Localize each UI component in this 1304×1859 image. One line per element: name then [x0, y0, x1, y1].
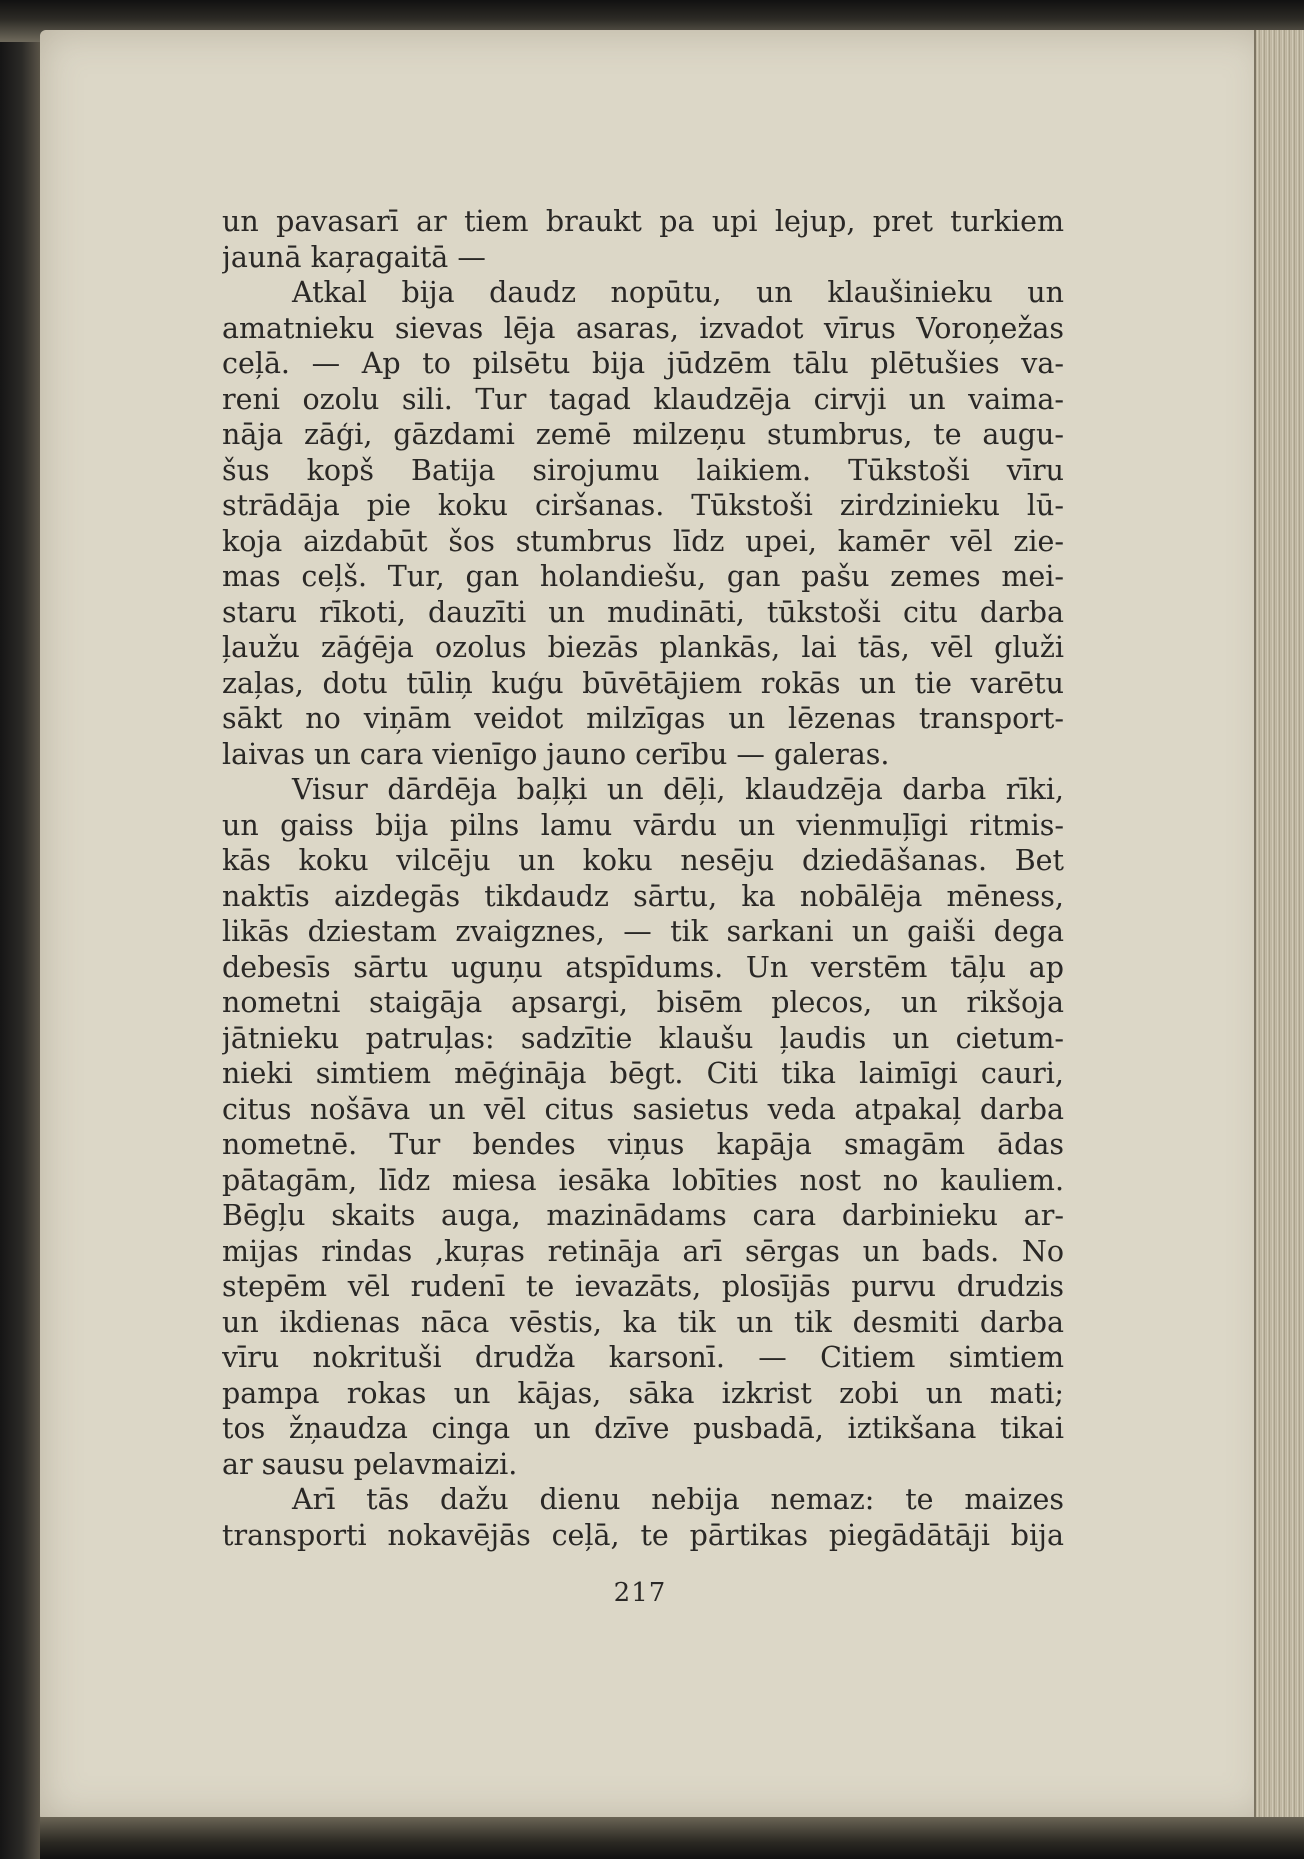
text-line: jaunā kaŗagaitā —	[222, 240, 486, 274]
text-line: un gaiss bija pilns lamu vārdu un vienmuļīgi ritmis-	[222, 808, 1064, 842]
text-line: likās dziestam zvaigznes, — tik sarkani un gaiši dega	[222, 915, 1064, 948]
text-line: šus kopš Batija sirojumu laikiem. Tūkstoši vīru	[222, 453, 1064, 487]
page-stack-edges	[1254, 30, 1304, 1830]
text-line: Arī tās dažu dienu nebija nemaz: te maizes	[292, 1483, 1064, 1516]
text-line: amatnieku sievas lēja asaras, izvadot vīrus Voroņežas	[222, 311, 1064, 345]
text-line: kās koku vilcēju un koku nesēju dziedāšanas. Bet	[222, 844, 1064, 877]
text-line: zaļas, dotu tūliņ kuģu būvētājiem rokās un tie varētu	[222, 666, 1064, 700]
text-line: strādāja pie koku ciršanas. Tūkstoši zirdzinieku lū-	[222, 489, 1064, 522]
body-text	[222, 204, 1064, 1553]
text-line: stepēm vēl rudenī te ievazāts, plosījās purvu drudzis	[222, 1270, 1064, 1303]
text-line: jātnieku patruļas: sadzītie klaušu ļaudis un cietum-	[222, 1021, 1064, 1055]
text-line: pātagām, līdz miesa iesāka lobīties nost no kauliem.	[222, 1163, 1064, 1197]
text-line: Visur dārdēja baļķi un dēļi, klaudzēja darba rīki,	[292, 773, 1064, 806]
text-line: transporti nokavējās ceļā, te pārtikas piegādātāji bija	[222, 1518, 1064, 1552]
text-line: mas ceļš. Tur, gan holandiešu, gan pašu zemes mei-	[222, 560, 1064, 593]
text-line: laivas un cara vienīgo jauno cerību — galeras.	[222, 737, 890, 771]
text-line: nieki simtiem mēģināja bēgt. Citi tika laimīgi cauri,	[222, 1057, 1064, 1090]
text-line: koja aizdabūt šos stumbrus līdz upei, kamēr vēl zie-	[222, 524, 1064, 558]
text-line: vīru nokrituši drudža karsonī. — Citiem simtiem	[222, 1341, 1064, 1374]
book-bottom-edge	[40, 1817, 1304, 1859]
text-line: ceļā. — Ap to pilsētu bija jūdzēm tālu plētušies va-	[222, 347, 1064, 380]
text-line: sākt no viņām veidot milzīgas un lēzenas transport-	[222, 702, 1064, 735]
text-line: nometni staigāja apsargi, bisēm plecos, un rikšoja	[222, 986, 1064, 1019]
text-line: citus nošāva un vēl citus sasietus veda atpakaļ darba	[222, 1092, 1064, 1126]
text-line: nometnē. Tur bendes viņus kapāja smagām ādas	[222, 1128, 1064, 1161]
text-line: debesīs sārtu uguņu atspīdums. Un verstēm tāļu ap	[222, 950, 1064, 984]
text-line: Atkal bija daudz nopūtu, un klaušinieku un	[292, 276, 1064, 309]
text-line: staru rīkoti, dauzīti un mudināti, tūkstoši citu darba	[222, 595, 1064, 629]
text-line: pampa rokas un kājas, sāka izkrist zobi un mati;	[222, 1376, 1064, 1410]
text-line: ļaužu zāģēja ozolus biezās plankās, lai tās, vēl gluži	[222, 631, 1064, 664]
page-number: 217	[613, 1578, 667, 1608]
text-line: mijas rindas ,kuŗas retināja arī sērgas un bads. No	[222, 1234, 1064, 1268]
text-line: reni ozolu sili. Tur tagad klaudzēja cirvji un vaima-	[222, 382, 1064, 416]
text-line: tos žņaudza cinga un dzīve pusbadā, iztikšana tikai	[222, 1412, 1064, 1445]
text-line: un pavasarī ar tiem braukt pa upi lejup, pret turkiem	[222, 205, 1064, 238]
text-line: naktīs aizdegās tikdaudz sārtu, ka nobālēja mēness,	[222, 879, 1064, 913]
text-line: un ikdienas nāca vēstis, ka tik un tik desmiti darba	[222, 1305, 1064, 1339]
text-line: Bēgļu skaits auga, mazinādams cara darbinieku ar-	[222, 1199, 1064, 1232]
text-line: nāja zāģi, gāzdami zemē milzeņu stumbrus, te augu-	[222, 418, 1064, 451]
text-line: ar sausu pelavmaizi.	[222, 1447, 518, 1481]
